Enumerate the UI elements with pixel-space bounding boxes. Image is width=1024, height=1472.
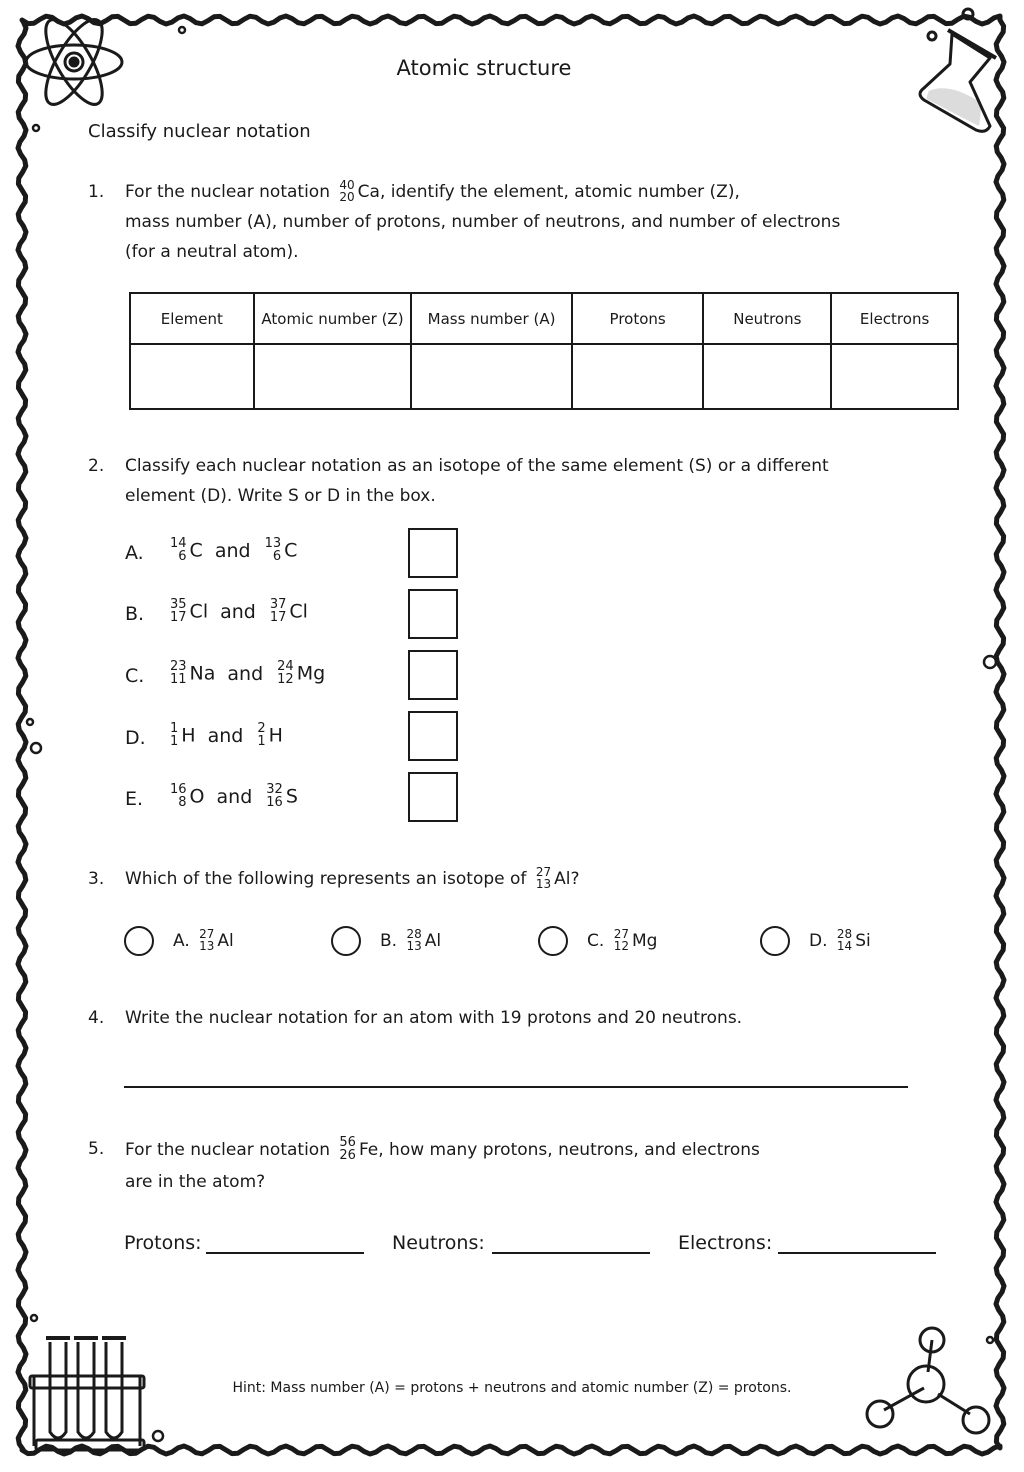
item-e-letter: E.: [125, 788, 144, 810]
question-5-line-1: [125, 1134, 945, 1166]
electrons-answer-line[interactable]: [778, 1252, 936, 1254]
option-letter: D.: [809, 931, 828, 951]
answer-cell-neutrons[interactable]: [703, 344, 831, 409]
radio-option-d[interactable]: [760, 926, 790, 956]
mass-number: 14: [170, 536, 187, 551]
item-a-letter: A.: [125, 542, 144, 564]
item-b-letter: B.: [125, 603, 145, 625]
nuclide-al-27: [536, 866, 551, 890]
answer-box-c[interactable]: [408, 650, 458, 700]
question-3-text: [125, 864, 945, 894]
option-letter: B.: [380, 931, 398, 951]
mass-number: 37: [269, 597, 287, 612]
atomic-number: 6: [272, 549, 282, 564]
answer-cell-mass-number[interactable]: [411, 344, 572, 409]
and-word: and: [216, 785, 253, 808]
question-2-text: [125, 451, 945, 511]
header-electrons: Electrons: [831, 293, 958, 344]
answer-box-e[interactable]: [408, 772, 458, 822]
mass-number: 23: [170, 659, 187, 674]
header-atomic-number: Atomic number (Z): [254, 293, 412, 344]
page-title: Atomic structure: [396, 56, 572, 80]
option-d-label: [809, 929, 871, 953]
element-symbol: Mg: [631, 931, 658, 951]
element-symbol: Cl: [189, 600, 209, 623]
atomic-number: 12: [277, 672, 294, 687]
element-symbol: C: [189, 539, 203, 562]
mass-number: 27: [613, 927, 629, 941]
option-b-nuclide: [406, 928, 421, 952]
and-word: and: [220, 600, 256, 623]
question-mark: ?: [570, 869, 580, 889]
element-symbol: Al: [424, 931, 442, 951]
radio-option-c[interactable]: [538, 926, 568, 956]
atomic-number: 8: [178, 795, 187, 810]
atomic-number: 17: [269, 610, 287, 625]
nuclide-fe-56: [339, 1136, 356, 1162]
mass-number: 27: [199, 927, 215, 941]
header-element: Element: [130, 293, 254, 344]
option-letter: A.: [173, 931, 190, 951]
answer-box-d[interactable]: [408, 711, 458, 761]
question-2-line-1: Classify each nuclear notation as an isotope of the same element (S) or a different: [125, 456, 829, 476]
radio-option-b[interactable]: [331, 926, 361, 956]
item-e-pair: [166, 784, 298, 810]
item-d-pair: [166, 723, 283, 749]
option-c-label: [587, 929, 657, 953]
question-1-number: 1.: [88, 182, 105, 202]
mass-number: 28: [406, 927, 422, 941]
question-5-intro: For the nuclear notation: [125, 1140, 330, 1160]
nuclide-d-first: [170, 722, 178, 748]
atomic-number: 14: [836, 939, 853, 953]
option-letter: C.: [587, 931, 605, 951]
nuclide-b-second: [270, 598, 287, 624]
mass-number: 27: [535, 865, 552, 879]
question-5-text: [125, 1134, 945, 1198]
atomic-number: 13: [199, 939, 215, 953]
question-1-line-3: (for a neutral atom).: [125, 242, 299, 262]
section-subtitle: Classify nuclear notation: [88, 121, 311, 142]
option-a-label: [173, 929, 234, 953]
header-neutrons: Neutrons: [703, 293, 831, 344]
element-symbol: Na: [189, 662, 216, 685]
option-d-nuclide: [837, 928, 852, 952]
answer-line-q4[interactable]: [124, 1086, 908, 1088]
nuclide-d-second: [257, 722, 265, 748]
mass-number: 56: [339, 1135, 356, 1150]
question-5-number: 5.: [88, 1139, 105, 1159]
mass-number: 24: [277, 659, 294, 674]
answer-table: [129, 292, 959, 410]
nuclide-b-first: [170, 598, 187, 624]
neutrons-label: Neutrons:: [392, 1232, 485, 1254]
question-4-number: 4.: [88, 1008, 105, 1028]
answer-cell-electrons[interactable]: [831, 344, 958, 409]
answer-box-a[interactable]: [408, 528, 458, 578]
option-c-nuclide: [614, 928, 629, 952]
element-symbol: Fe: [358, 1140, 379, 1160]
question-1-intro-end: , identify the element, atomic number (Z),: [379, 182, 740, 202]
table-answer-row: [130, 344, 958, 409]
element-symbol: Si: [855, 931, 871, 951]
item-a-pair: [166, 538, 297, 564]
protons-answer-line[interactable]: [206, 1252, 364, 1254]
atomic-number: 1: [170, 734, 179, 749]
mass-number: 35: [170, 597, 187, 612]
nuclide-a-second: [265, 537, 282, 563]
nuclide-c-first: [170, 660, 187, 686]
question-5-intro-end: , how many protons, neutrons, and electrons: [378, 1140, 760, 1160]
item-d-letter: D.: [125, 727, 146, 749]
mass-number: 13: [264, 536, 282, 551]
answer-cell-element[interactable]: [130, 344, 254, 409]
question-3-number: 3.: [88, 869, 105, 889]
atomic-number: 20: [339, 190, 355, 204]
question-4-text: Write the nuclear notation for an atom with 19 protons and 20 neutrons.: [125, 1008, 743, 1028]
nuclide-a-first: [170, 537, 187, 563]
atomic-number: 1: [257, 734, 266, 749]
atomic-number: 17: [170, 610, 187, 625]
item-c-pair: [166, 661, 325, 687]
header-protons: Protons: [572, 293, 704, 344]
protons-label: Protons:: [124, 1232, 202, 1254]
element-symbol: O: [189, 785, 205, 808]
atomic-number: 13: [535, 877, 552, 891]
electrons-label: Electrons:: [678, 1232, 773, 1254]
atomic-number: 12: [613, 939, 629, 953]
atomic-number: 26: [339, 1148, 356, 1163]
item-b-pair: [166, 599, 308, 625]
question-3-prompt: Which of the following represents an isotope of: [125, 869, 527, 889]
element-symbol: S: [285, 785, 298, 808]
element-symbol: H: [181, 724, 196, 747]
question-1-intro: For the nuclear notation: [125, 182, 330, 202]
nuclide-c-second: [277, 660, 294, 686]
option-b-label: [380, 929, 441, 953]
element-symbol: Al: [554, 869, 571, 889]
radio-option-a[interactable]: [124, 926, 154, 956]
element-symbol: Cl: [289, 600, 308, 623]
element-symbol: Ca: [357, 182, 380, 202]
atomic-number: 16: [266, 795, 283, 810]
atomic-number: 6: [178, 549, 187, 564]
atomic-number: 11: [170, 672, 187, 687]
mass-number: 1: [170, 721, 179, 736]
mass-number: 16: [170, 782, 187, 797]
nuclide-e-second: [266, 783, 283, 809]
question-1-line-1: [125, 177, 945, 207]
atomic-number: 13: [406, 939, 422, 953]
question-2-number: 2.: [88, 456, 105, 476]
and-word: and: [207, 724, 244, 747]
element-symbol: Mg: [296, 662, 326, 685]
element-symbol: H: [268, 724, 283, 747]
and-word: and: [214, 539, 251, 562]
answer-cell-protons[interactable]: [572, 344, 704, 409]
option-a-nuclide: [199, 928, 214, 952]
table-header-row: [130, 293, 958, 344]
answer-cell-atomic-number[interactable]: [254, 344, 412, 409]
element-symbol: C: [284, 539, 298, 562]
mass-number: 28: [836, 927, 853, 941]
question-2-line-2: element (D). Write S or D in the box.: [125, 486, 436, 506]
neutrons-answer-line[interactable]: [492, 1252, 650, 1254]
nuclide-ca-40: [339, 179, 354, 203]
header-mass-number: Mass number (A): [411, 293, 572, 344]
and-word: and: [227, 662, 264, 685]
question-1-text: [125, 177, 945, 267]
answer-box-b[interactable]: [408, 589, 458, 639]
nuclide-e-first: [170, 783, 187, 809]
question-1-line-2: mass number (A), number of protons, number of neutrons, and number of electrons: [125, 212, 841, 232]
mass-number: 32: [266, 782, 283, 797]
question-5-line-2: are in the atom?: [125, 1172, 266, 1192]
item-c-letter: C.: [125, 665, 145, 687]
mass-number: 40: [339, 178, 355, 192]
mass-number: 2: [257, 721, 266, 736]
hint-text: Hint: Mass number (A) = protons + neutrons and atomic number (Z) = protons.: [232, 1380, 792, 1396]
element-symbol: Al: [217, 931, 234, 951]
